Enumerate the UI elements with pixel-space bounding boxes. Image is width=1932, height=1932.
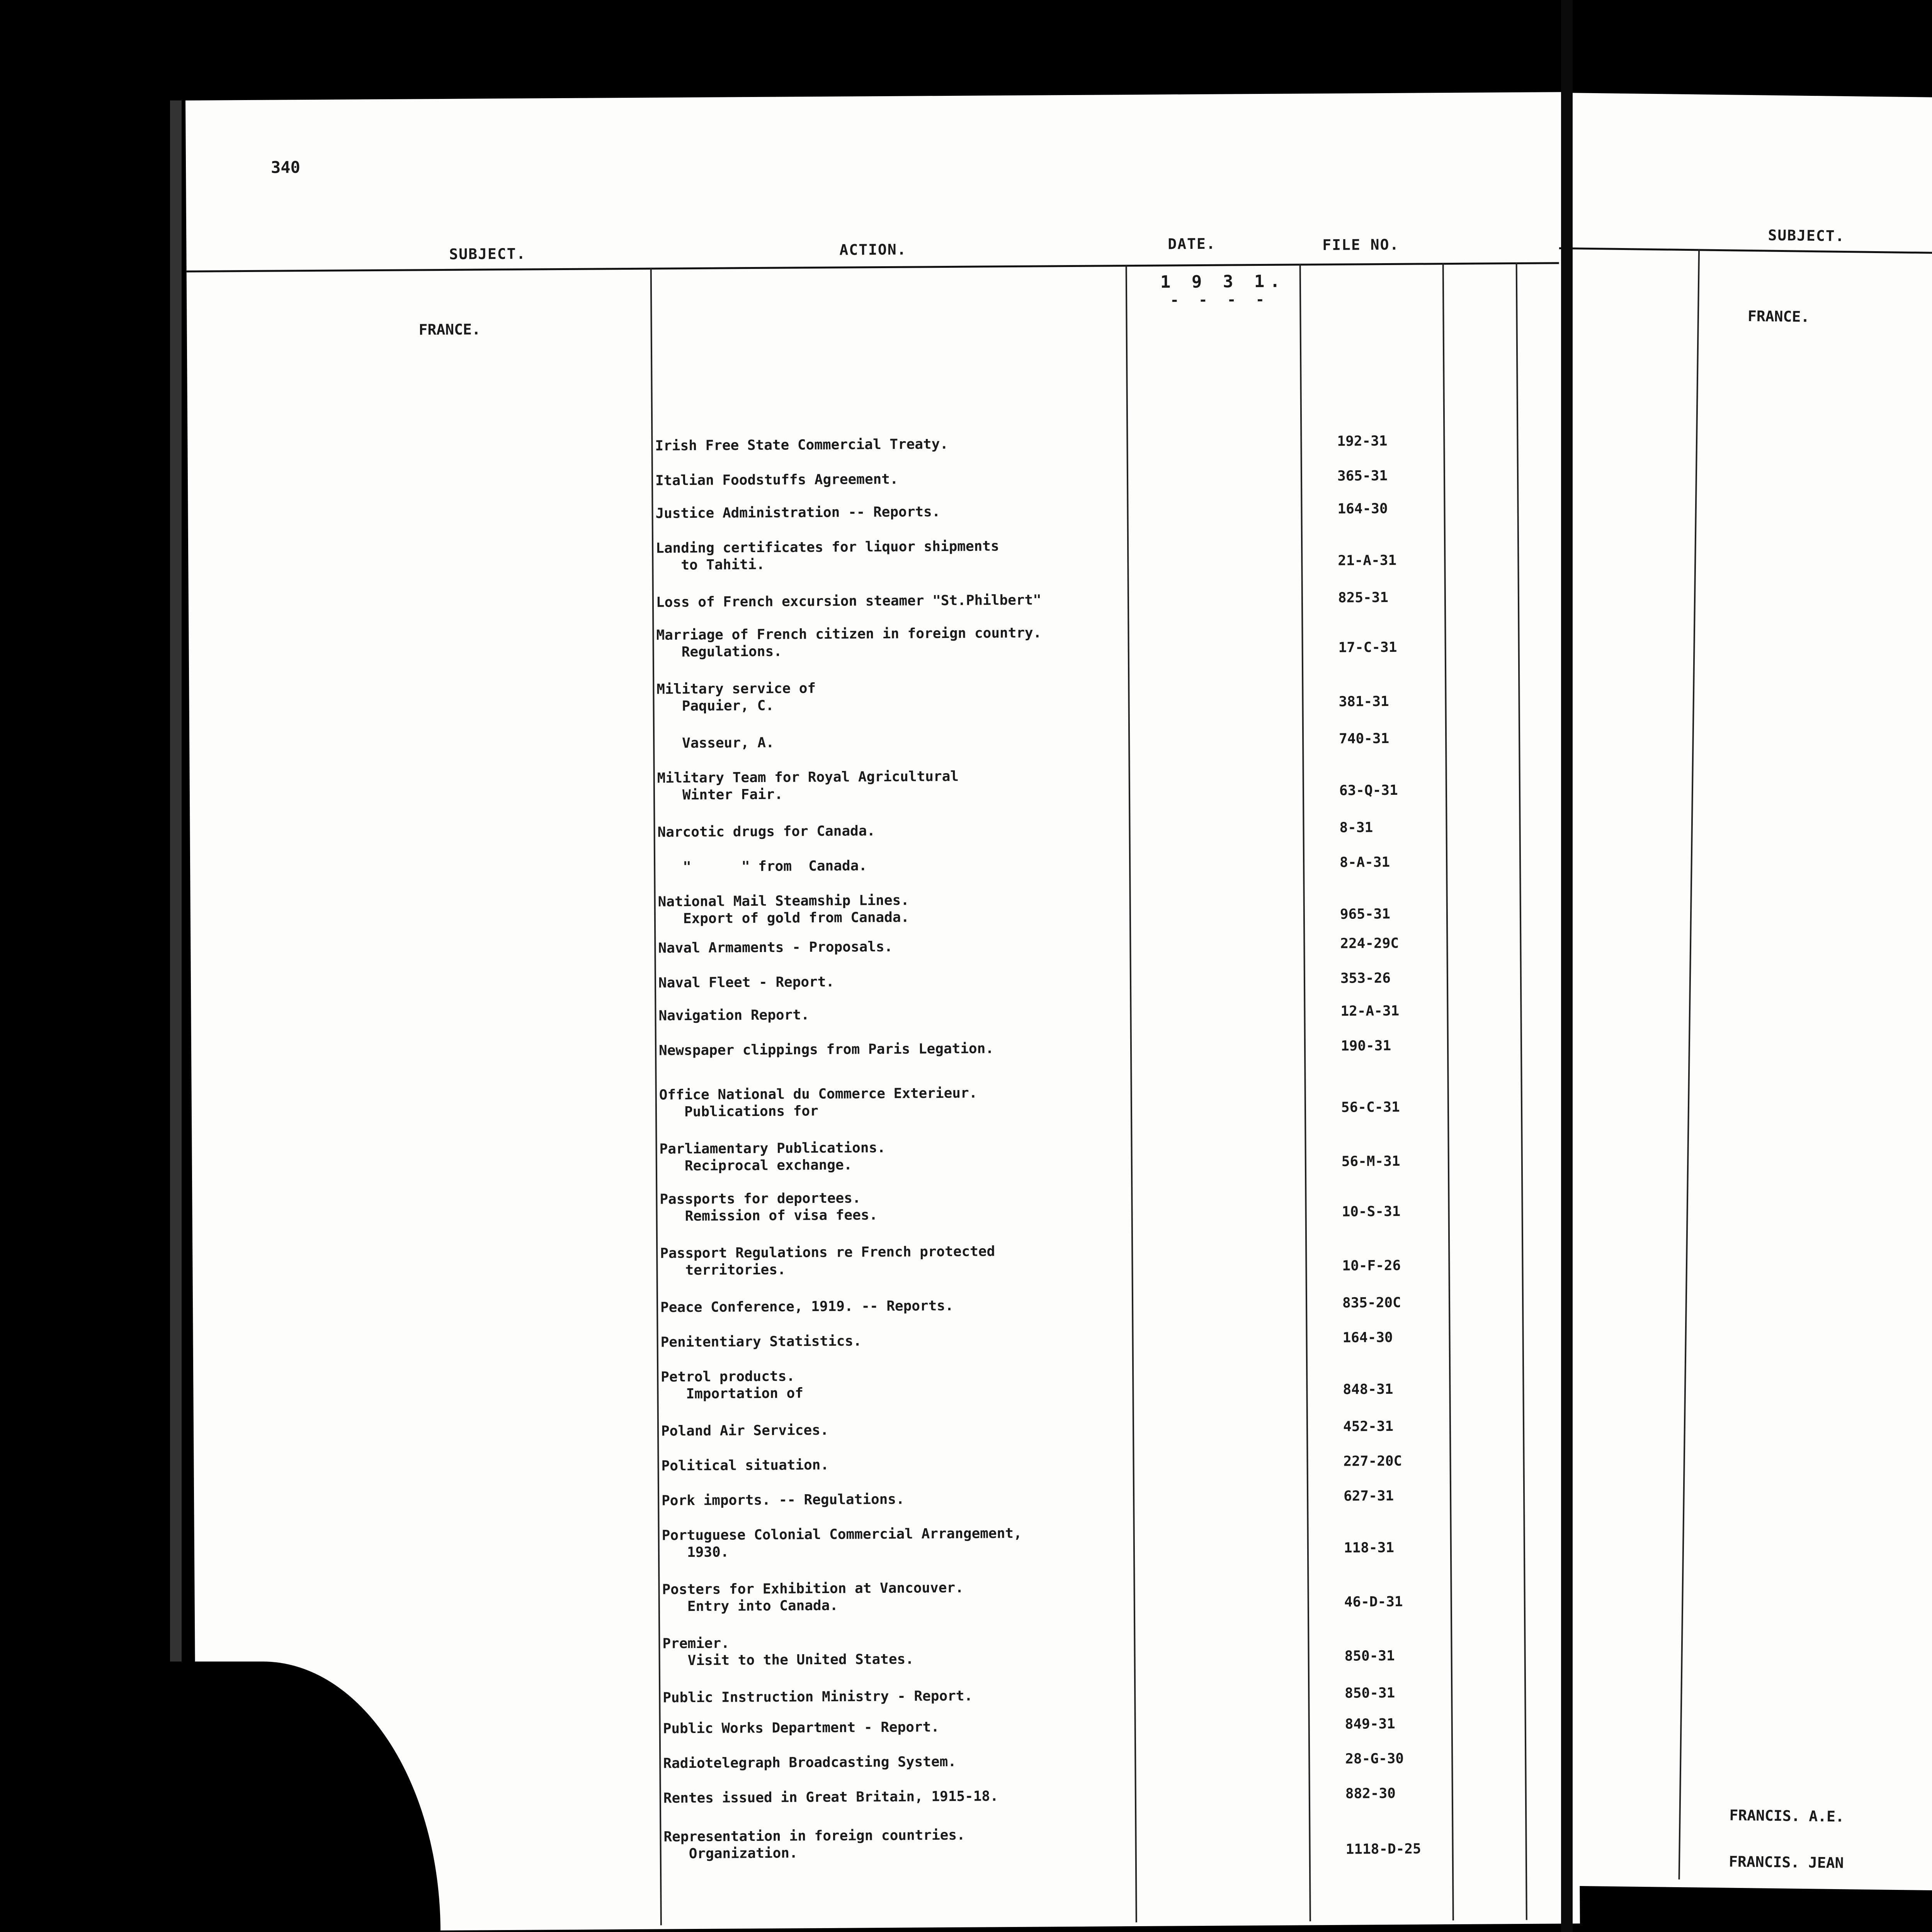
entry-action-line: Naval Fleet - Report.	[658, 974, 835, 991]
entry-file-no: 8-A-31	[1339, 854, 1390, 871]
entry-file-no: 118-31	[1344, 1539, 1395, 1556]
entry-action-continuation: Winter Fair.	[657, 786, 783, 803]
entry-file-no: 28-G-30	[1345, 1750, 1404, 1767]
date-header: DATE.	[1168, 235, 1216, 253]
entry-file-no: 56-M-31	[1341, 1153, 1400, 1170]
entry-action	[659, 1085, 978, 1121]
entry-file-no: 46-D-31	[1344, 1594, 1403, 1610]
entry-file-no: 825-31	[1338, 590, 1389, 606]
entry-action	[661, 1368, 803, 1403]
entry-action	[655, 471, 898, 490]
entry-action	[663, 1688, 973, 1707]
entry-file-no: 192-31	[1337, 433, 1388, 449]
entry-action	[661, 1422, 829, 1440]
entry-subject: FRANCIS. JEAN	[1728, 1853, 1844, 1872]
entry-file-no: 452-31	[1343, 1418, 1394, 1435]
entry-file-no: 227-20C	[1343, 1453, 1402, 1469]
entry-action	[658, 892, 910, 928]
year-underline: - - - -	[1170, 291, 1270, 309]
entry-file-no: 56-C-31	[1341, 1099, 1400, 1116]
entry-action-line: Representation in foreign countries.	[663, 1827, 965, 1845]
entry-file-no: 850-31	[1345, 1685, 1395, 1701]
entry-action	[658, 974, 834, 992]
entry-file-no: 164-30	[1337, 501, 1388, 517]
column-divider	[1442, 263, 1454, 1920]
entry-action-continuation: Importation of	[661, 1385, 804, 1402]
entry-file-no: 1118-D-25	[1345, 1841, 1421, 1857]
entry-action-continuation: Paquier, C.	[656, 697, 774, 714]
column-divider	[1299, 264, 1311, 1921]
entry-action	[661, 1457, 829, 1475]
action-header: ACTION.	[839, 241, 907, 259]
entry-file-no: 63-Q-31	[1339, 782, 1398, 799]
entry-action-line: Peace Conference, 1919. -- Reports.	[660, 1298, 954, 1316]
entry-action-line: Political situation.	[661, 1457, 829, 1474]
entry-action-line: Penitentiary Statistics.	[660, 1333, 862, 1350]
column-divider	[1679, 249, 1700, 1879]
entry-action	[663, 1788, 998, 1807]
entry-action-line: Navigation Report.	[658, 1007, 810, 1024]
entry-file-no: 365-31	[1337, 468, 1388, 484]
entry-action-continuation: Entry into Canada.	[662, 1597, 838, 1615]
entry-action-continuation: Visit to the United States.	[662, 1651, 914, 1669]
entry-action	[660, 1298, 954, 1316]
entry-action-continuation: Remission of visa fees.	[660, 1207, 878, 1225]
entry-action	[656, 680, 816, 715]
entry-action-line: Vasseur, A.	[657, 735, 774, 752]
entry-action-line: Marriage of French citizen in foreign country.	[656, 625, 1042, 643]
entry-action	[659, 1139, 886, 1175]
header-rule	[1559, 247, 1932, 265]
entry-file-no: 8-31	[1339, 820, 1373, 836]
entry-action	[660, 1243, 995, 1279]
entry-file-no: 164-30	[1342, 1329, 1393, 1346]
entry-action-line: Naval Armaments - Proposals.	[658, 939, 893, 956]
header-rule	[187, 262, 1570, 272]
subject-header: SUBJECT.	[449, 245, 526, 263]
entry-file-no: 965-31	[1340, 906, 1391, 922]
entry-action	[658, 1007, 809, 1024]
entry-action-line: Office National du Commerce Exterieur.	[659, 1085, 978, 1103]
entry-file-no: 835-20C	[1342, 1294, 1401, 1311]
entry-action	[662, 1580, 964, 1616]
entry-action-line: " " from Canada.	[658, 858, 867, 875]
entry-file-no: 10-F-26	[1342, 1257, 1401, 1274]
entry-action-line: Rentes issued in Great Britain, 1915-18.	[663, 1788, 998, 1806]
entry-action	[656, 592, 1041, 611]
entry-action	[662, 1525, 1022, 1561]
page-number: 340	[270, 158, 301, 177]
entry-action	[662, 1634, 914, 1670]
entry-file-no: 627-31	[1343, 1488, 1394, 1504]
entry-action	[663, 1753, 956, 1772]
entry-action-line: Passports for deportees.	[660, 1190, 861, 1208]
entry-action-continuation: Regulations.	[656, 643, 782, 660]
entry-action-line: Justice Administration -- Reports.	[655, 504, 940, 522]
entry-action	[657, 823, 875, 841]
entry-action-line: National Mail Steamship Lines.	[658, 892, 910, 910]
entry-action	[657, 768, 959, 804]
entry-action	[662, 1491, 905, 1510]
entry-file-no: 21-A-31	[1338, 552, 1397, 569]
entry-action-line: Public Instruction Ministry - Report.	[663, 1688, 973, 1706]
entry-file-no: 353-26	[1340, 970, 1391, 986]
entry-file-no: 17-C-31	[1338, 639, 1397, 656]
entry-subject: FRANCIS. A.E.	[1729, 1806, 1845, 1825]
year-label: 1 9 3 1.	[1160, 271, 1286, 292]
entry-action	[659, 1040, 994, 1059]
entry-file-no: 224-29C	[1340, 935, 1399, 952]
entry-action-line: Passport Regulations re French protected	[660, 1243, 995, 1262]
entry-action-continuation: Reciprocal exchange.	[659, 1157, 852, 1174]
entry-action	[656, 538, 999, 574]
entry-subject: FRANCE.	[1747, 307, 1810, 325]
entry-action-line: Pork imports. -- Regulations.	[662, 1491, 905, 1509]
column-divider	[1516, 262, 1527, 1920]
entry-action-line: Newspaper clippings from Paris Legation.	[658, 1041, 994, 1059]
entry-action	[656, 624, 1042, 661]
right-ledger-page	[1539, 93, 1932, 1901]
entry-action-line: Landing certificates for liquor shipments	[655, 538, 999, 556]
page-edge	[170, 100, 182, 1801]
entry-action-line: Parliamentary Publications.	[659, 1139, 886, 1157]
subject-label: FRANCE.	[418, 321, 481, 338]
entry-action-line: Military service of	[656, 680, 816, 697]
entry-action-line: Irish Free State Commercial Treaty.	[655, 436, 949, 454]
entry-action-continuation: territories.	[660, 1262, 786, 1279]
entry-action-line: Radiotelegraph Broadcasting System.	[663, 1753, 957, 1772]
entry-file-no: 848-31	[1343, 1381, 1393, 1398]
entry-file-no: 849-31	[1345, 1716, 1395, 1732]
entry-action-line: Italian Foodstuffs Agreement.	[655, 471, 898, 489]
entry-action	[661, 1333, 862, 1351]
column-divider	[1126, 265, 1137, 1922]
entry-action-line: Narcotic drugs for Canada.	[657, 823, 876, 840]
entry-action	[657, 735, 774, 752]
entry-action-line: Public Works Department - Report.	[663, 1719, 940, 1737]
entry-file-no: 882-30	[1345, 1785, 1396, 1802]
entry-file-no: 190-31	[1340, 1037, 1391, 1054]
entry-action	[663, 1827, 965, 1863]
entry-action-line: Posters for Exhibition at Vancouver.	[662, 1580, 964, 1598]
entry-action-continuation: 1930.	[662, 1544, 729, 1561]
entry-file-no: 10-S-31	[1342, 1203, 1401, 1220]
entry-action	[658, 857, 867, 876]
entry-action	[658, 939, 893, 957]
entry-action-continuation: Publications for	[659, 1103, 818, 1120]
entry-file-no: 850-31	[1344, 1648, 1395, 1664]
subject-header: SUBJECT.	[1768, 226, 1845, 245]
entry-action-line: Poland Air Services.	[661, 1422, 829, 1439]
entry-action-line: Loss of French excursion steamer "St.Philbert"	[656, 592, 1042, 611]
entry-action	[655, 436, 948, 455]
book-gutter	[1561, 0, 1573, 1932]
entry-action-line: Portuguese Colonial Commercial Arrangement,	[662, 1525, 1022, 1544]
entry-action-continuation: to Tahiti.	[656, 556, 765, 573]
file-no-header: FILE NO.	[1322, 236, 1400, 254]
entry-action	[660, 1190, 878, 1225]
entry-file-no: 740-31	[1339, 731, 1389, 747]
entry-action-continuation: Export of gold from Canada.	[658, 909, 910, 927]
entry-action	[655, 503, 940, 522]
entry-action-line: Petrol products.	[661, 1368, 795, 1385]
entry-action	[663, 1719, 940, 1737]
entry-file-no: 12-A-31	[1340, 1003, 1400, 1019]
left-ledger-page	[185, 92, 1580, 1932]
entry-action-line: Premier.	[662, 1635, 730, 1652]
entry-action-continuation: Organization.	[663, 1845, 798, 1862]
entry-file-no: 381-31	[1338, 694, 1389, 710]
entry-action-line: Military Team for Royal Agricultural	[657, 768, 959, 786]
